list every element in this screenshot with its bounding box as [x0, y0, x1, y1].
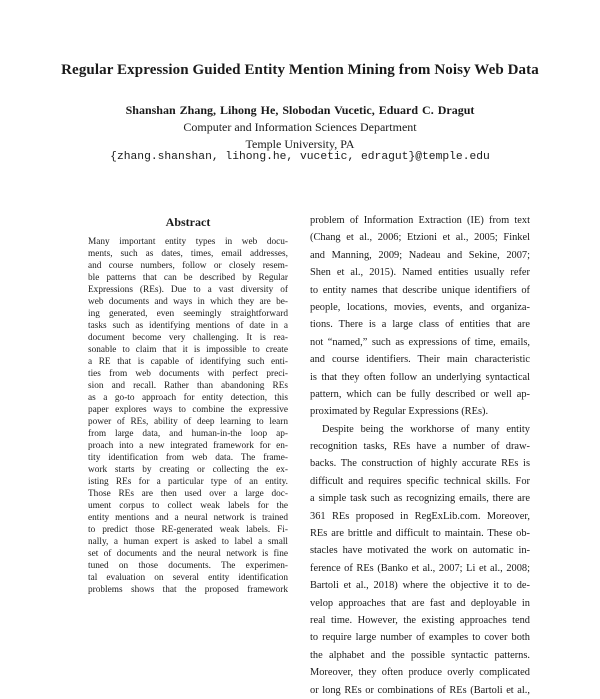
intro-paragraph-1-line: problem of Information Extraction (IE) from text [310, 215, 530, 226]
intro-paragraph-2-line: velop approaches that are fast and deployable in [310, 597, 530, 609]
intro-paragraph-1-line: is that they often follow an underlying syntactical [310, 371, 530, 383]
abstract-line: sonable to claim that it is impossible to create [88, 345, 288, 355]
abstract-line: Expressions (REs). Due to a vast diversity of [88, 285, 288, 295]
abstract-line: entity mentions and a neural network is trained [88, 513, 288, 523]
abstract-line: ing generated, even seemingly straightforward [88, 309, 288, 319]
abstract-line: tal evaluation on several entity identification [88, 573, 288, 583]
abstract-line: isting REs for a particular type of an entity. [88, 477, 288, 487]
abstract-line: tity identification from web data. The frame- [88, 453, 288, 463]
abstract-line: work starts by creating or collecting the ex- [88, 465, 288, 475]
author-emails: {zhang.shanshan, lihong.he, vucetic, edragut}@temple.edu [110, 151, 490, 163]
intro-paragraph-1-line: pattern, which can be fully described or well ap- [310, 388, 530, 400]
intro-paragraph-1-line: tions. There is a large class of entities that are [310, 319, 530, 331]
abstract-line: as a go-to approach for entity detection, this [88, 393, 288, 403]
introduction-body [310, 212, 530, 699]
abstract-line: document become very challenging. It is rea- [88, 333, 288, 343]
abstract-line: Those REs are then used over a large doc- [88, 489, 288, 499]
intro-paragraph-2-line: 361 REs proposed in RegExLib.com. Moreover, [310, 510, 530, 522]
abstract-line: Many important entity types in web docu- [88, 237, 288, 247]
intro-paragraph-2-line: recognition tasks, REs have a number of draw- [310, 441, 530, 453]
abstract-line: tasks such as identifying mentions of date in a [88, 321, 288, 331]
abstract-line: ument corpus to collect weak labels for the [88, 501, 288, 511]
abstract-line: problems shows that the proposed framework [88, 585, 288, 595]
abstract-line: sion and recall. Rather than abandoning REs [88, 381, 288, 391]
department-affiliation: Computer and Information Sciences Department [183, 120, 417, 134]
author-list: Shanshan Zhang, Lihong He, Slobodan Vucetic, Eduard C. Dragut [125, 103, 475, 117]
intro-paragraph-2-line: backs. The construction of highly accurate REs is [310, 458, 530, 470]
intro-paragraph-1-line: Shen et al., 2015). Named entities usually refer [310, 267, 530, 279]
intro-paragraph-2-line: Despite being the workhorse of many entity [322, 423, 530, 435]
paper-title: Regular Expression Guided Entity Mention Mining from Noisy Web Data [61, 62, 539, 78]
intro-paragraph-1-line: people, locations, movies, events, and organiza- [310, 301, 530, 313]
university-affiliation: Temple University, PA [245, 137, 355, 151]
abstract-line: and course numbers, follow or closely resem- [88, 261, 288, 271]
intro-paragraph-2-line: difficult and requires specific technical skills. For [310, 475, 530, 487]
abstract-line: ble patterns that can be described by Regular [88, 273, 288, 283]
abstract-body [88, 236, 288, 596]
intro-paragraph-2-line: Moreover, they often produce overly complicated [310, 667, 530, 679]
intro-paragraph-2-line: to require large number of examples to cover both [310, 632, 530, 644]
intro-paragraph-2-line: real time. However, the existing approaches tend [310, 614, 530, 626]
abstract-line: set of documents and the neural network is fine [88, 549, 288, 559]
intro-paragraph-2-line: stacles have motivated the work on automatic in- [310, 545, 530, 557]
intro-paragraph-1-line: proximated by Regular Expressions (REs). [310, 406, 489, 418]
intro-paragraph-1-line: and Manning, 2009; Nadeau and Sekine, 2007; [310, 249, 530, 261]
intro-paragraph-1-line: (Chang et al., 2006; Etzioni et al., 2005; Finkel [310, 232, 530, 244]
abstract-line: ties from web documents with perfect preci- [88, 369, 288, 379]
abstract-line: tuned on those documents. The experimen- [88, 561, 288, 571]
abstract-line: to predict those RE-generated weak labels. Fi- [88, 525, 288, 535]
abstract-line: a RE that is capable of identifying such enti- [88, 357, 288, 367]
abstract-line: web documents and ways in which they are be- [88, 297, 288, 307]
intro-paragraph-1-line: and course identifiers. Their main characteristic [310, 354, 530, 366]
abstract-line: paper explores ways to combine the expressive [88, 405, 288, 415]
intro-paragraph-1-line: not “named,” such as expressions of time, emails, [310, 336, 530, 348]
intro-paragraph-2-line: Bartoli et al., 2018) where the objective it to de- [310, 580, 530, 592]
intro-paragraph-2-line: or long REs or combinations of REs (Bartoli et al., [310, 684, 530, 696]
abstract-line: from large data, and human-in-the loop ap- [88, 429, 288, 439]
intro-paragraph-2-line: ference of REs (Banko et al., 2007; Li et al., 2008; [310, 562, 530, 574]
intro-paragraph-2-line: a simple task such as recognizing emails, there are [310, 493, 530, 505]
abstract-heading: Abstract [165, 215, 211, 229]
intro-paragraph-1-line: to entity names that describe unique identifiers of [310, 284, 530, 296]
intro-paragraph-2-line: REs are brittle and difficult to maintain. These ob- [310, 528, 530, 540]
abstract-line: nally, a human expert is asked to label a small [88, 537, 288, 547]
abstract-line: power of REs, ability of deep learning to learn [88, 417, 288, 427]
abstract-line: proach into a new integrated framework for en- [88, 441, 288, 451]
intro-paragraph-2-line: the alphabet and the possible syntactic patterns. [310, 649, 530, 661]
abstract-line: ments, such as dates, times, email addresses, [88, 249, 288, 259]
